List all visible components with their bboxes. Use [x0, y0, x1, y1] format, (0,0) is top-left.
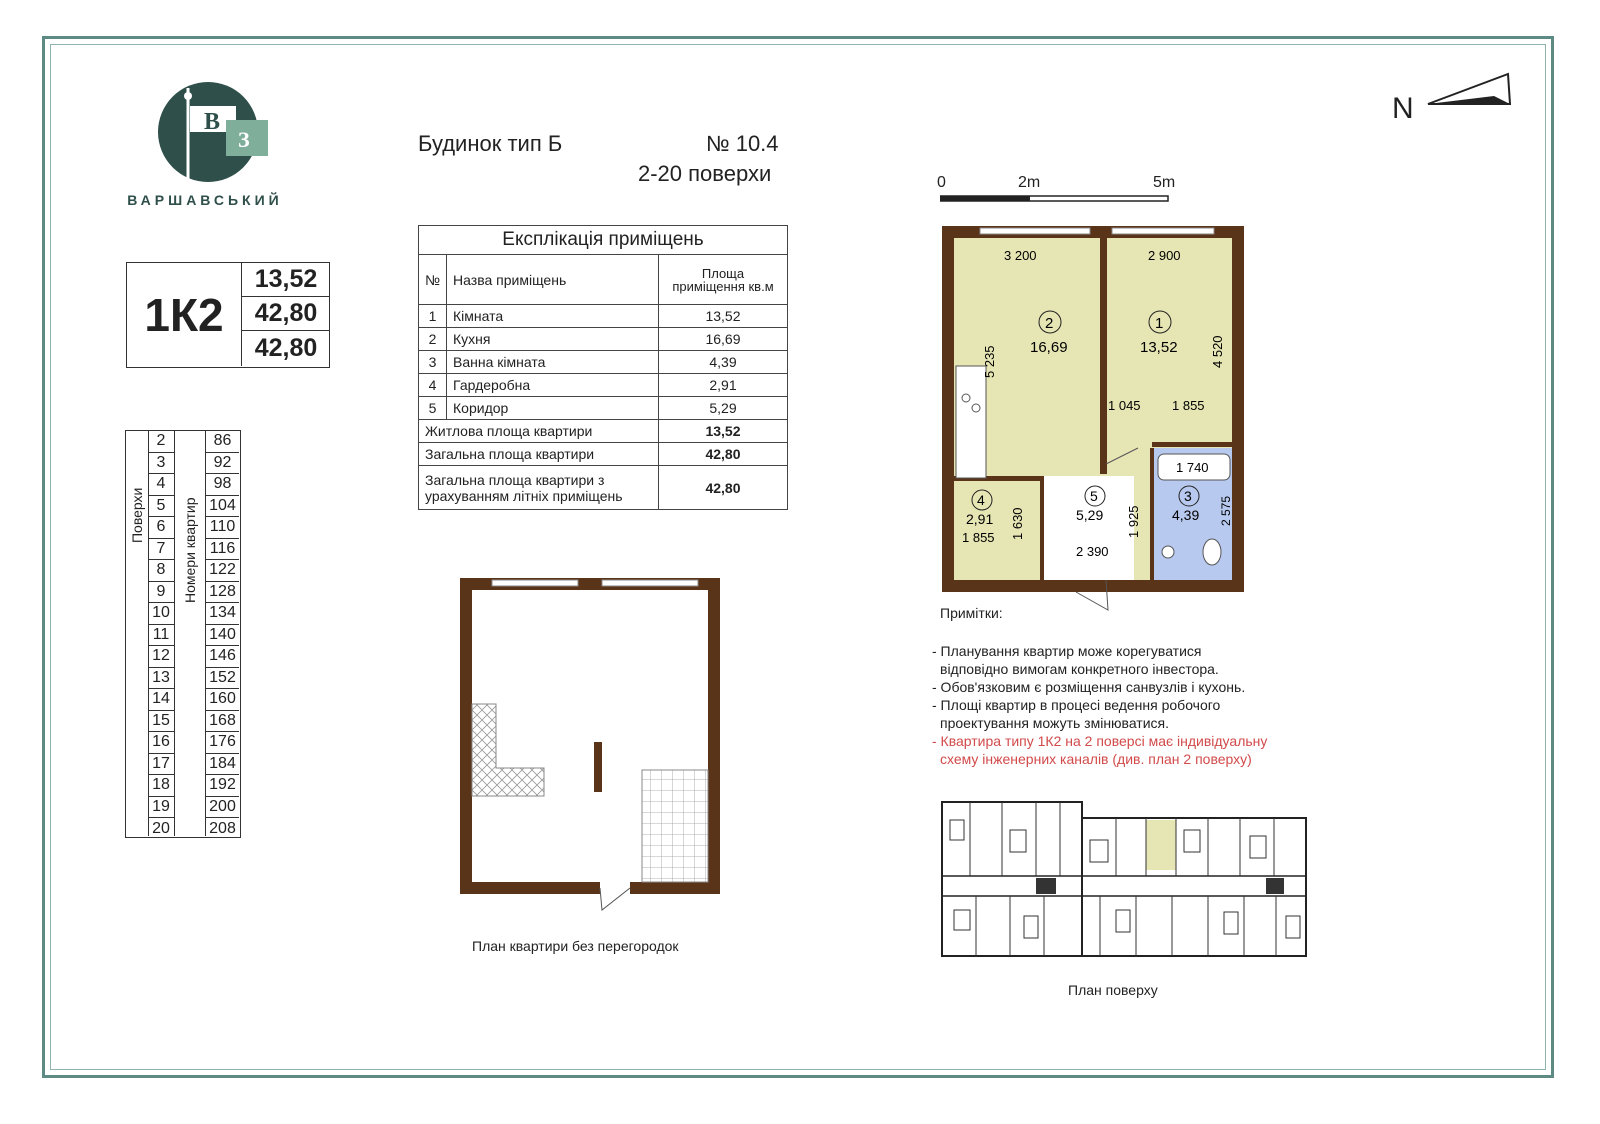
apartment-cell: 168 — [206, 711, 239, 733]
apartment-cell: 86 — [206, 431, 239, 453]
floor-cell: 7 — [148, 539, 174, 561]
room-4-num: 4 — [977, 492, 985, 508]
floor-cell: 9 — [148, 582, 174, 604]
floor-cell: 4 — [148, 474, 174, 496]
apartment-cell: 160 — [206, 689, 239, 711]
explication-table — [418, 225, 788, 510]
building-type: Будинок тип Б — [418, 131, 563, 156]
open-plan — [452, 570, 732, 920]
apartment-cell: 200 — [206, 797, 239, 819]
logo-emblem-icon — [108, 76, 308, 196]
floor-cell: 12 — [148, 646, 174, 668]
note-line-red: схему інженерних каналів (див. план 2 поверху) — [940, 751, 1252, 767]
dim-1855-a: 1 855 — [1172, 398, 1205, 413]
dim-1630: 1 630 — [1010, 507, 1025, 540]
type-value-total-summer: 42,80 — [254, 333, 318, 362]
floor-cell: 6 — [148, 517, 174, 539]
note-line: - Обов'язковим є розміщення санвузлів і кухонь. — [932, 679, 1246, 695]
apartment-plan — [930, 218, 1260, 618]
summary-row: Загальна площа квартири з урахуванням літніх приміщень 42,80 — [419, 466, 788, 510]
col-num-header: № — [419, 255, 447, 305]
room-1-num: 1 — [1155, 315, 1164, 332]
col-area-header: Площа приміщення кв.м — [659, 255, 788, 305]
apartment-cell: 140 — [206, 625, 239, 647]
dim-5235: 5 235 — [982, 345, 997, 378]
room-2-area: 16,69 — [1030, 339, 1068, 356]
table-row: 5 Коридор 5,29 — [419, 397, 788, 420]
logo-name: ВАРШАВСЬКИЙ — [127, 192, 283, 208]
floors-table — [125, 430, 241, 838]
apartment-cell: 152 — [206, 668, 239, 690]
room-5-num: 5 — [1090, 488, 1098, 504]
apartment-cell: 128 — [206, 582, 239, 604]
room-2-num: 2 — [1045, 315, 1054, 332]
apartment-cell: 184 — [206, 754, 239, 776]
floor-cell: 13 — [148, 668, 174, 690]
notes-block — [932, 604, 1352, 768]
room-5-area: 5,29 — [1076, 507, 1104, 523]
logo-letter-z: З — [238, 127, 250, 152]
table-row: 2 Кухня 16,69 — [419, 328, 788, 351]
north-label: N — [1392, 92, 1414, 125]
dim-1045: 1 045 — [1108, 398, 1141, 413]
scale-0: 0 — [937, 174, 946, 191]
apartment-type-code: 1К2 — [144, 288, 224, 341]
room-1-area: 13,52 — [1140, 339, 1178, 356]
notes-title: Примітки: — [940, 605, 1003, 621]
table-row: 3 Ванна кімната 4,39 — [419, 351, 788, 374]
scale-2m: 2m — [1018, 174, 1041, 191]
floor-cell: 8 — [148, 560, 174, 582]
summary-row: Загальна площа квартири 42,80 — [419, 443, 788, 466]
apartment-cell: 92 — [206, 453, 239, 475]
floor-cell: 2 — [148, 431, 174, 453]
floors-label: Поверхи — [129, 487, 145, 543]
floor-cell: 19 — [148, 797, 174, 819]
apartment-cell: 98 — [206, 474, 239, 496]
col-name-header: Назва приміщень — [447, 255, 659, 305]
apartment-cell: 134 — [206, 603, 239, 625]
apartments-label: Номери квартир — [182, 497, 198, 603]
dim-2390: 2 390 — [1076, 544, 1109, 559]
floor-cell: 18 — [148, 775, 174, 797]
caption-open-plan: План квартири без перегородок — [472, 938, 679, 954]
north-arrow-icon — [1424, 70, 1514, 110]
logo-letter-v: В — [204, 109, 221, 135]
floors-range: 2-20 поверхи — [638, 161, 772, 186]
floor-cell: 17 — [148, 754, 174, 776]
dim-2900: 2 900 — [1148, 248, 1181, 263]
dim-2575: 2 575 — [1219, 495, 1233, 526]
room-4-area: 2,91 — [966, 511, 994, 527]
explication-title: Експлікація приміщень — [419, 226, 788, 255]
apartment-cell: 176 — [206, 732, 239, 754]
room-3-area: 4,39 — [1172, 507, 1200, 523]
apartment-cell: 116 — [206, 539, 239, 561]
dim-1925: 1 925 — [1126, 505, 1141, 538]
room-3-num: 3 — [1184, 488, 1192, 504]
floors-column — [148, 431, 174, 840]
apartment-cell: 208 — [209, 819, 236, 837]
type-value-living: 13,52 — [242, 263, 330, 297]
caption-floor-plan: План поверху — [1068, 982, 1158, 998]
floor-cell: 11 — [148, 625, 174, 647]
dim-1740: 1 740 — [1176, 460, 1209, 475]
summary-row: Житлова площа квартири 13,52 — [419, 420, 788, 443]
floor-cell: 15 — [148, 711, 174, 733]
floor-cell: 16 — [148, 732, 174, 754]
plan-number: № 10.4 — [706, 131, 779, 156]
table-row: 1 Кімната 13,52 — [419, 305, 788, 328]
note-line: відповідно вимогам конкретного інвестора. — [940, 661, 1219, 677]
floor-cell: 20 — [152, 819, 170, 837]
dim-1855-b: 1 855 — [962, 530, 995, 545]
apartment-cell: 104 — [206, 496, 239, 518]
floor-cell: 3 — [148, 453, 174, 475]
apartment-cell: 110 — [206, 517, 239, 539]
floor-plan — [940, 800, 1310, 962]
floor-cell: 10 — [148, 603, 174, 625]
note-line: проектування можуть змінюватися. — [940, 715, 1170, 731]
note-line: - Планування квартир може корегуватися — [932, 643, 1202, 659]
scale-bar — [940, 194, 1172, 204]
floor-cell: 14 — [148, 689, 174, 711]
note-line: - Площі квартир в процесі ведення робочого — [932, 697, 1221, 713]
dim-4520: 4 520 — [1210, 335, 1225, 368]
apartment-cell: 192 — [206, 775, 239, 797]
apartments-column — [206, 431, 239, 840]
table-row: 4 Гардеробна 2,91 — [419, 374, 788, 397]
type-value-total: 42,80 — [242, 297, 330, 331]
note-line-red: - Квартира типу 1К2 на 2 поверсі має індивідуальну — [932, 733, 1268, 749]
apartment-cell: 122 — [206, 560, 239, 582]
apartment-cell: 146 — [206, 646, 239, 668]
floor-cell: 5 — [148, 496, 174, 518]
dim-3200: 3 200 — [1004, 248, 1037, 263]
scale-5m: 5m — [1153, 174, 1176, 191]
apartment-type-box — [126, 262, 330, 368]
